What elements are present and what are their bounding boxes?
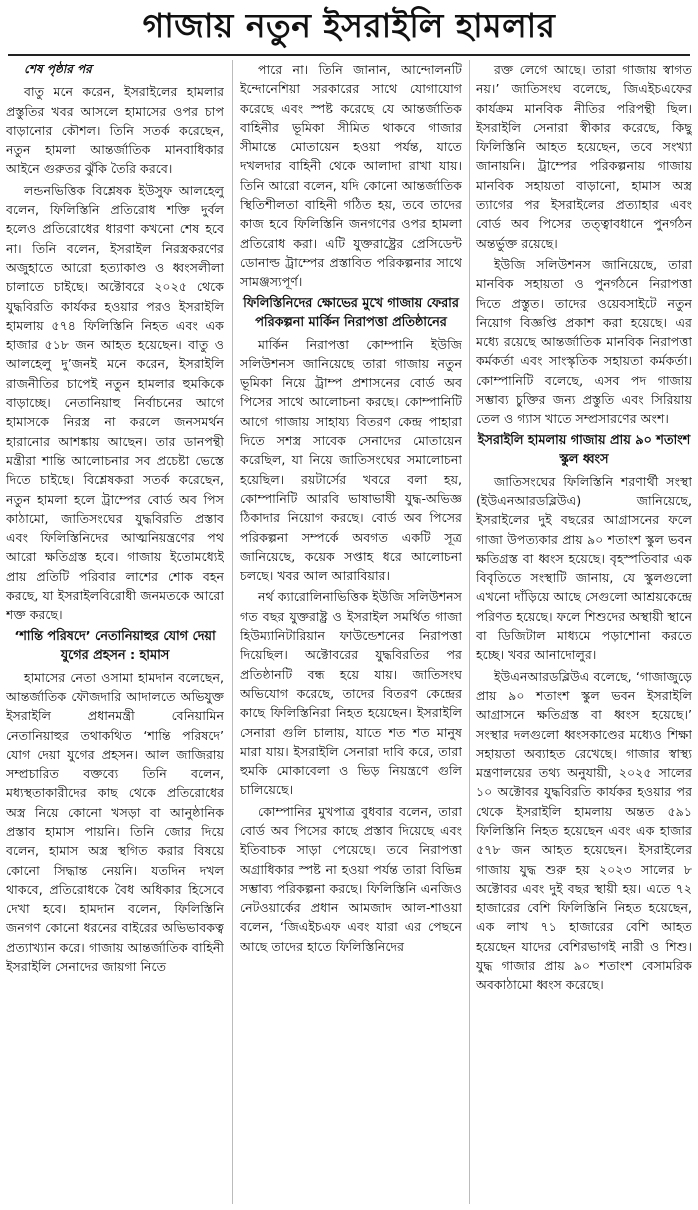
paragraph: রক্ত লেগে আছে। তারা গাজায় স্বাগত নয়।’ জাতিসংঘ বলেছে, জিএইচএফের কার্যক্রম মানবিক নীতির পরিপন্থী ছিল। ইসরাইলি সেনারা স্বীকার করেছে, কিছু ফিলিস্তিনি আহত হয়েছেন, তবে সংখ্যা জানায়নি। ট্রাম্পের পরিকল্পনায় গাজায় মানবিক সহায়তা বাড়ানো, হামাস অস্ত্র ত্যাগের পর ইসরাইলের প্রত্যাহার এবং বোর্ড অব পিসের তত্ত্বাবধানে পুনর্গঠন অন্তর্ভুক্ত রয়েছে। [476, 62, 692, 251]
paragraph: লন্ডনভিত্তিক বিশ্লেষক ইউসুফ আলহেলু বলেন, ফিলিস্তিনি প্রতিরোধ শক্তি দুর্বল হলেও প্রতিরোধের ধারণা কখনো শেষ হবে না। তিনি বলেন, ইসরাইল নিরস্ত্রকরণের অজুহাতে আরো হত্যাকাণ্ড ও ধ্বংসলীলা চালাতে চাইছে। অক্টোবরে ২০২৫ থেকে যুদ্ধবিরতি কার্যকর হওয়ার পরও ইসরাইলি হামলায় ৫৭৪ ফিলিস্তিনি নিহত এবং এক হাজার ৫১৮ জন আহত হয়েছেন। বাতু ও আলহেলু দু’জনই মনে করেন, ইসরাইলি রাজনীতির চাপেই নতুন হামলার হুমকিকে বাড়াচ্ছে। নেতানিয়াহু নির্বাচনের আগে হামাসকে নিরস্ত্র না করলে জনসমর্থন হারানোর আশঙ্কায় আছেন। তার ডানপন্থী মন্ত্রীরা শান্তি আলোচনার সব প্রচেষ্টা ভেস্তে দিতে চাইছে। বিশ্লেষকরা সতর্ক করেছেন, নতুন হামলা হলে ট্রাম্পের বোর্ড অব পিস কাঠামো, জাতিসংঘের যুদ্ধবিরতি প্রস্তাব এবং ফিলিস্তিনিদের আত্মনিয়ন্ত্রণের পথ আরো ক্ষতিগ্রস্ত হবে। গাজায় ইতোমধ্যেই প্রায় প্রতিটি পরিবার লাশের শোক বহন করছে, যা ইসরাইলবিরোধী জনমতকে আরো শক্ত করছে। [6, 182, 224, 623]
headline-rule [8, 54, 690, 56]
column-divider-2 [469, 60, 470, 1204]
column-1 [6, 60, 224, 1204]
subheading: ‘শান্তি পরিষদে’ নেতানিয়াহুর যোগ দেয়া যুগের প্রহসন : হামাস [14, 628, 216, 663]
column-divider-1 [232, 60, 233, 1204]
column-3 [476, 60, 692, 1204]
subheading: ইসরাইলি হামলায় গাজায় প্রায় ৯০ শতাংশ স্কুল ধ্বংস [477, 432, 691, 467]
continued-label: শেষ পৃষ্ঠার পর [24, 62, 92, 76]
subheading: ফিলিস্তিনিদের ক্ষোভের মুখে গাজায় ফেরার পরিকল্পনা মার্কিন নিরাপত্তা প্রতিষ্ঠানের [243, 295, 459, 330]
headline: গাজায় নতুন ইসরাইলি হামলার [142, 6, 556, 45]
paragraph: ইউজি সলিউশনস জানিয়েছে, তারা মানবিক সহায়তা ও পুনর্গঠনে নিরাপত্তা দিতে প্রস্তুত। তাদের ওয়েবসাইটে নতুন নিয়োগ বিজ্ঞপ্তি প্রকাশ করা হয়েছে। এর মধ্যে রয়েছে আন্তর্জাতিক মানবিক নিরাপত্তা কর্মকর্তা এবং সাংস্কৃতিক সহায়তা কর্মকর্তা। কোম্পানিটি বলেছে, এসব পদ গাজায় সম্ভাব্য চুক্তির জন্য প্রস্তুতি এবং সিরিয়ায় তেল ও গ্যাস খাতে সম্প্রসারণের অংশ। [476, 256, 692, 427]
paragraph: ইউএনআরডব্লিউএ বলেছে, ‘গাজাজুড়ে প্রায় ৯০ শতাংশ স্কুল ভবন ইসরাইলি আগ্রাসনে ক্ষতিগ্রস্ত বা ধ্বংস হয়েছে।’ সংস্থার দলগুলো ধ্বংসকাণ্ডের মধ্যেও শিক্ষা সহায়তা অব্যাহত রেখেছে। গাজার স্বাস্থ্য মন্ত্রণালয়ের তথ্য অনুযায়ী, ২০২৫ সালের ১০ অক্টোবর যুদ্ধবিরতি কার্যকর হওয়ার পর থেকে ইসরাইলি হামলায় অন্তত ৫৯১ ফিলিস্তিনি নিহত হয়েছেন এবং এক হাজার ৫৭৮ জন আহত হয়েছেন। ইসরাইলের গাজায় যুদ্ধ শুরু হয় ২০২৩ সালের ৮ অক্টোবর এবং দুই বছর স্থায়ী হয়। এতে ৭২ হাজারের বেশি ফিলিস্তিনি নিহত হয়েছেন, এক লাখ ৭১ হাজারের বেশি আহত হয়েছেন যাদের বেশিরভাগই নারী ও শিশু। যুদ্ধ গাজার প্রায় ৯০ শতাংশ বেসামরিক অবকাঠামো ধ্বংস করেছে। [476, 668, 692, 993]
paragraph: হামাসের নেতা ওসামা হামদান বলেছেন, আন্তর্জাতিক ফৌজদারি আদালতে অভিযুক্ত ইসরাইলি প্রধানমন্ত্রী বেনিয়ামিন নেতানিয়াহুর তথাকথিত ‘শান্তি পরিষদে’ যোগ দেয়া যুগের প্রহসন। আল জাজিরায় সম্প্রচারিত বক্তব্যে তিনি বলেন, মধ্যস্থতাকারীদের কাছ থেকে প্রতিরোধের অস্ত্র নিয়ে কোনো খসড়া বা আনুষ্ঠানিক প্রস্তাব হামাস পায়নি। তিনি জোর দিয়ে বলেন, হামাস অস্ত্র স্থগিত করার বিষয়ে কোনো সিদ্ধান্ত নেয়নি। যতদিন দখল থাকবে, প্রতিরোধকে বৈধ অধিকার হিসেবে দেখা হবে। হামদান বলেন, ফিলিস্তিনি জনগণ কোনো ধরনের বাইরের অভিভাবকত্ব প্রত্যাখ্যান করে। গাজায় আন্তর্জাতিক বাহিনী ইসরাইলি সেনাদের জায়গা নিতে [6, 669, 224, 975]
paragraph: জাতিসংঘের ফিলিস্তিনি শরণার্থী সংস্থা (ইউএনআরডব্লিউএ) জানিয়েছে, ইসরাইলের দুই বছরের আগ্রাসনের ফলে গাজা উপত্যকার প্রায় ৯০ শতাংশ স্কুল ভবন ক্ষতিগ্রস্ত বা ধ্বংস হয়েছে। বৃহস্পতিবার এক বিবৃতিতে সংস্থাটি জানায়, যে স্কুলগুলো এখনো দাঁড়িয়ে আছে সেগুলো আশ্রয়কেন্দ্রে পরিণত হয়েছে। ফলে শিশুদের অস্থায়ী স্থানে বা ডিজিটাল মাধ্যমে পড়াশোনা করতে হচ্ছে। খবর আনাদোলুর। [476, 473, 692, 663]
paragraph: কোম্পানির মুখপাত্র বুধবার বলেন, তারা বোর্ড অব পিসের কাছে প্রস্তাব দিয়েছে এবং ইতিবাচক সাড়া পেয়েছে। তবে নিরাপত্তা অগ্রাধিকার স্পষ্ট না হওয়া পর্যন্ত তারা বিভিন্ন সম্ভাব্য পরিকল্পনা করছে। ফিলিস্তিনি এনজিও নেটওয়ার্কের প্রধান আমজাদ আল-শাওয়া বলেন, ‘জিএইচএফ এবং যারা এর পেছনে আছে তাদের হাতে ফিলিস্তিনিদের [240, 803, 462, 954]
paragraph: মার্কিন নিরাপত্তা কোম্পানি ইউজি সলিউশনস জানিয়েছে তারা গাজায় নতুন ভূমিকা নিয়ে ট্রাম্প প্রশাসনের বোর্ড অব পিসের সাথে আলোচনা করছে। কোম্পানিটি আগে গাজায় সাহায্য বিতরণ কেন্দ্র পাহারা দিতে সশস্ত্র সাবেক সেনাদের মোতায়েন করেছিল, যা নিয়ে জাতিসংঘের সমালোচনা হয়েছিল। রয়টার্সের খবরে বলা হয়, কোম্পানিটি আরবি ভাষাভাষী যুদ্ধ-অভিজ্ঞ ঠিকাদার নিয়োগ করছে। বোর্ড অব পিসের পরিকল্পনা সম্পর্কে অবগত একটি সূত্র জানিয়েছে, কয়েক সপ্তাহ ধরে আলোচনা চলছে। খবর আল আরাবিয়ার। [240, 336, 462, 584]
paragraph: পারে না। তিনি জানান, আন্দোলনটি ইন্দোনেশিয়া সরকারের সাথে যোগাযোগ করেছে এবং স্পষ্ট করেছে যে আন্তর্জাতিক বাহিনীর ভূমিকা সীমিত থাকবে গাজার সীমান্তে মোতায়েন হওয়া পর্যন্ত, যাতে দখলদার বাহিনী থেকে আলাদা রাখা যায়। তিনি আরো বলেন, যদি কোনো আন্তর্জাতিক স্থিতিশীলতা বাহিনী গঠিত হয়, তবে তাদের কাজ হবে ফিলিস্তিনি জনগণের ওপর হামলা প্রতিরোধ করা। এটি যুক্তরাষ্ট্রের প্রেসিডেন্ট ডোনাল্ড ট্রাম্পের প্রস্তাবিত পরিকল্পনার সাথে সামঞ্জস্যপূর্ণ। [240, 62, 462, 290]
column-2 [240, 60, 462, 1204]
paragraph: নর্থ ক্যারোলিনাভিত্তিক ইউজি সলিউশনস গত বছর যুক্তরাষ্ট্র ও ইসরাইল সমর্থিত গাজা হিউম্যানিটারিয়ান ফাউন্ডেশনের নিরাপত্তা দিয়েছিল। অক্টোবরের যুদ্ধবিরতির পর প্রতিষ্ঠানটি বন্ধ হয়ে যায়। জাতিসংঘ অভিযোগ করেছে, তাদের বিতরণ কেন্দ্রের কাছে ফিলিস্তিনিরা নিহত হয়েছেন। ইসরাইলি সেনারা গুলি চালায়, যাতে শত শত মানুষ মারা যায়। ইসরাইলি সেনারা দাবি করে, তারা হুমকি মোকাবেলা ও ভিড় নিয়ন্ত্রণে গুলি চালিয়েছে। [240, 589, 462, 798]
paragraph: বাতু মনে করেন, ইসরাইলের হামলার প্রস্তুতির খবর আসলে হামাসের ওপর চাপ বাড়ানোর কৌশল। তিনি সতর্ক করেছেন, নতুন হামলা আন্তর্জাতিক মানবাধিকার আইনে গুরুতর ঝুঁকি তৈরি করবে। [6, 84, 224, 177]
